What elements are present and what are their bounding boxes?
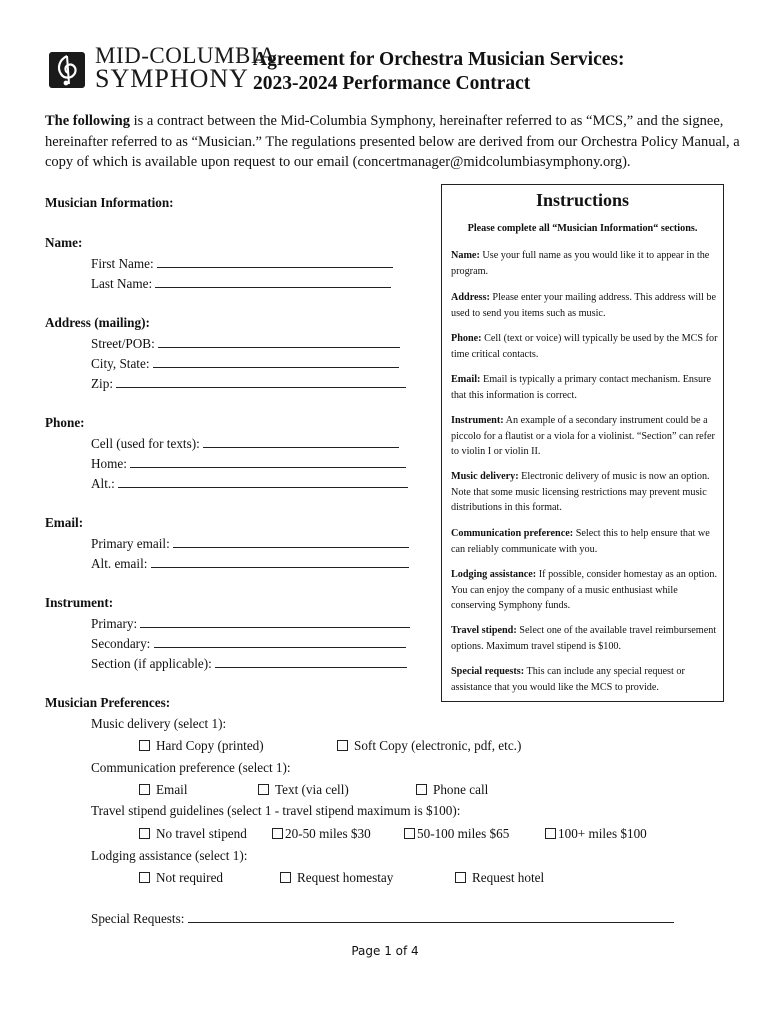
travel-20-50-option[interactable] [272,826,371,842]
hotel-checkbox[interactable] [455,872,466,883]
home-row [91,455,406,472]
primary-email-field[interactable] [173,535,409,548]
no-travel-label: No travel stipend [156,826,247,841]
phone-call-label: Phone call [433,782,489,797]
zip-field[interactable] [116,375,406,388]
city-state-field[interactable] [153,355,399,368]
first-name-field[interactable] [157,255,393,268]
music-delivery-label: Music delivery (select 1): [91,716,227,731]
home-label: Home: [91,456,127,471]
instruction-term: Special requests: [451,666,525,677]
alt-phone-label: Alt.: [91,476,115,491]
travel-20-50-label: 20-50 miles $30 [285,826,371,841]
instruction-text: Electronic delivery of music is now an option. Note that some music licensing restrictions may prevent music distributions in this format. [451,471,710,514]
address-heading: Address (mailing): [45,315,150,330]
instruction-text: This can include any special request or assistance that you would like the MCS to provide. [451,666,685,693]
intro-text: is a contract between the Mid-Columbia Symphony, hereinafter referred to as “MCS,” and the signee, hereinafter referred to as “Musician.” The regulations presented below are derived from our Orchestra Policy Manual, a copy of which is available upon request to our email (concertmanager@midcolumbiasymphony.org). [45,113,740,170]
instruction-instrument [451,413,719,460]
section-row [91,655,407,672]
instruction-email [451,372,719,403]
street-row [91,335,400,352]
zip-row [91,375,406,392]
instructions-title: Instructions [535,190,629,210]
cell-row [91,435,399,452]
section-field[interactable] [215,655,407,668]
email-option[interactable] [139,782,188,798]
special-requests-row [91,910,674,927]
instruction-text: Select one of the available travel reimbursement options. Maximum travel stipend is $100. [451,625,717,652]
instruction-text: Please enter your mailing address. This address will be used to send you items such as music. [451,292,717,319]
logo-text-line1: MID-COLUMBIA [95,43,277,68]
alt-phone-field[interactable] [118,475,408,488]
communication-label: Communication preference (select 1): [91,760,291,775]
instruction-term: Travel stipend: [451,625,517,636]
no-travel-checkbox[interactable] [139,828,150,839]
travel-20-50-checkbox[interactable] [272,828,283,839]
travel-50-100-checkbox[interactable] [404,828,415,839]
instruction-text: If possible, consider homestay as an option. You can enjoy the company of a music enthusiast while conserving Symphony funds. [451,569,717,612]
alt-email-row [91,555,409,572]
hotel-option[interactable] [455,870,544,886]
instruction-address [451,290,719,321]
instruction-term: Phone: [451,333,482,344]
section-label: Section (if applicable): [91,656,212,671]
travel-100-plus-checkbox[interactable] [545,828,556,839]
instruction-term: Address: [451,292,490,303]
instructions-box [441,184,724,702]
primary-email-label: Primary email: [91,536,170,551]
page-number: Page 1 of 4 [351,944,419,958]
email-option-label: Email [156,782,188,797]
city-row [91,355,399,372]
instructions-subtitle: Please complete all “Musician Information“ sections. [467,223,698,234]
phone-call-option[interactable] [416,782,488,798]
phone-call-checkbox[interactable] [416,784,427,795]
alt-phone-row [91,475,408,492]
homestay-option[interactable] [280,870,393,886]
secondary-instrument-row [91,635,406,652]
primary-instrument-label: Primary: [91,616,138,631]
alt-email-label: Alt. email: [91,556,148,571]
last-name-field[interactable] [155,275,391,288]
special-requests-label: Special Requests: [91,911,185,926]
instruction-term: Name: [451,250,480,261]
cell-field[interactable] [203,435,399,448]
secondary-instrument-label: Secondary: [91,636,151,651]
instruction-communication [451,526,719,557]
text-option[interactable] [258,782,349,798]
soft-copy-option[interactable] [337,738,521,754]
title-line-1: Agreement for Orchestra Musician Services: [253,49,625,70]
alt-email-field[interactable] [151,555,409,568]
instruction-term: Instrument: [451,415,504,426]
symphony-logo [49,43,277,93]
instruction-text: Cell (text or voice) will typically be used by the MCS for time critical contacts. [451,333,718,360]
secondary-instrument-field[interactable] [154,635,406,648]
text-checkbox[interactable] [258,784,269,795]
email-checkbox[interactable] [139,784,150,795]
intro-paragraph [45,111,745,173]
instruction-music-delivery [451,469,719,516]
home-phone-field[interactable] [130,455,406,468]
hard-copy-option[interactable] [139,738,264,754]
page-title [253,48,624,96]
homestay-label: Request homestay [297,870,394,885]
no-travel-option[interactable] [139,826,247,842]
preferences-heading: Musician Preferences: [45,695,171,710]
last-name-row [91,275,391,292]
phone-heading: Phone: [45,415,85,430]
instruction-special [451,664,719,695]
instruction-phone [451,331,719,362]
instruction-term: Email: [451,374,481,385]
instruction-text: Select this to help ensure that we can reliably communicate with you. [451,528,710,555]
travel-50-100-label: 50-100 miles $65 [417,826,510,841]
title-line-2: 2023-2024 Performance Contract [253,73,531,94]
instruction-term: Music delivery: [451,471,519,482]
first-name-label: First Name: [91,256,154,271]
street-field[interactable] [158,335,400,348]
soft-copy-checkbox[interactable] [337,740,348,751]
last-name-label: Last Name: [91,276,153,291]
cell-label: Cell (used for texts): [91,436,200,451]
not-required-checkbox[interactable] [139,872,150,883]
primary-email-row [91,535,409,552]
instrument-heading: Instrument: [45,595,114,610]
travel-label: Travel stipend guidelines (select 1 - travel stipend maximum is $100): [91,803,461,818]
travel-100-plus-option[interactable] [545,826,647,842]
travel-100-plus-label: 100+ miles $100 [558,826,647,841]
instruction-term: Lodging assistance: [451,569,537,580]
instruction-text: Use your full name as you would like it to appear in the program. [451,250,710,277]
text-option-label: Text (via cell) [275,782,349,797]
instruction-text: An example of a secondary instrument could be a piccolo for a flautist or a viola for a violinist. “Section” can refer to violin I or violin II. [451,415,715,458]
hotel-label: Request hotel [472,870,545,885]
instruction-travel [451,623,719,654]
primary-instrument-field[interactable] [140,615,410,628]
zip-label: Zip: [91,376,113,391]
special-requests-field[interactable] [188,910,674,923]
first-name-row [91,255,393,272]
hard-copy-label: Hard Copy (printed) [156,738,264,753]
primary-instrument-row [91,615,410,632]
street-label: Street/POB: [91,336,155,351]
hard-copy-checkbox[interactable] [139,740,150,751]
instruction-lodging [451,567,719,614]
homestay-checkbox[interactable] [280,872,291,883]
email-heading: Email: [45,515,84,530]
soft-copy-label: Soft Copy (electronic, pdf, etc.) [354,738,522,753]
name-heading: Name: [45,235,83,250]
instruction-text: Email is typically a primary contact mechanism. Ensure that this information is correct. [451,374,711,401]
not-required-option[interactable] [139,870,223,886]
lodging-label: Lodging assistance (select 1): [91,848,248,863]
not-required-label: Not required [156,870,224,885]
instruction-term: Communication preference: [451,528,574,539]
treble-clef-icon [49,52,85,88]
logo-text-line2: SYMPHONY [95,64,249,93]
travel-50-100-option[interactable] [404,826,509,842]
musician-info-heading: Musician Information: [45,195,174,210]
city-label: City, State: [91,356,150,371]
instruction-name [451,248,719,279]
intro-lead: The following [45,113,130,129]
